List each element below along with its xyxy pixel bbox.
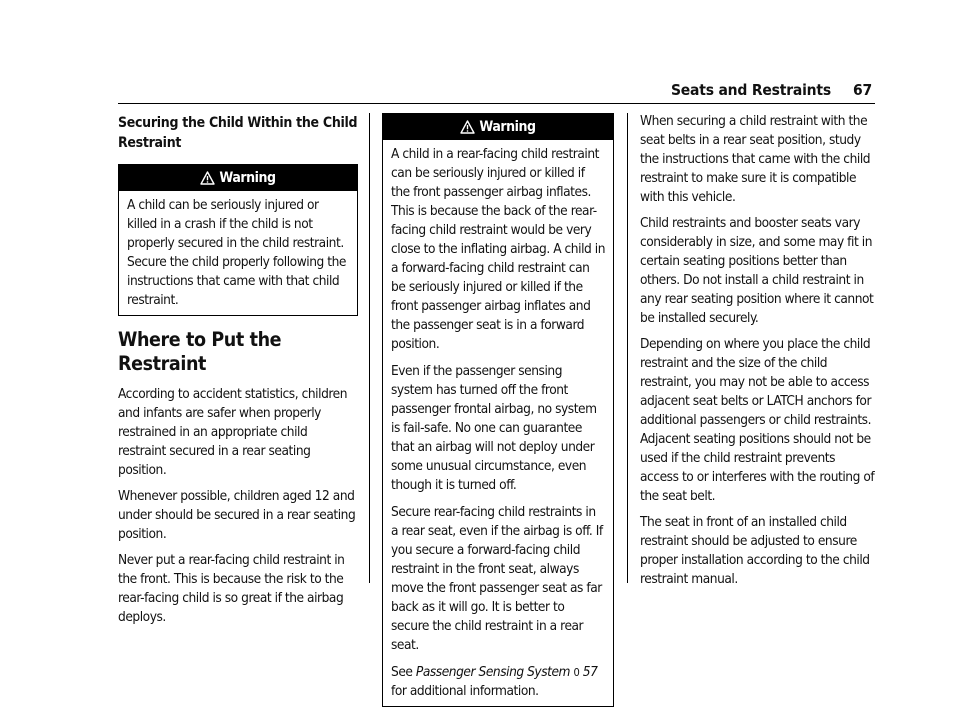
- subheading: Securing the Child Within the Child Restraint: [118, 115, 358, 151]
- paragraph: According to accident statistics, children and infants are safer when properly restrained in an appropriate child restraint secured in a rear seating position.: [118, 386, 348, 478]
- warning-body: [383, 140, 613, 706]
- column-3: [640, 112, 876, 596]
- see-prefix: See: [391, 664, 416, 680]
- see-reference: [391, 663, 605, 701]
- paragraph: The seat in front of an installed child restraint should be adjusted to ensure proper installation according to the child restraint manual.: [640, 514, 870, 587]
- passenger-sensing-system-link[interactable]: Passenger Sensing System: [415, 664, 571, 680]
- warning-header: [383, 114, 613, 140]
- warning-title: Warning: [219, 169, 276, 186]
- section-name: Seats and Restraints: [670, 81, 831, 99]
- column-divider-2: [627, 113, 628, 583]
- warning-paragraph: Even if the passenger sensing system has turned off the front passenger frontal airbag, no system is fail-safe. No one can guarantee that an airbag will not deploy under some unusual circumstance, even though it is turned off.: [391, 363, 597, 493]
- page-reference-arrow-icon: 0: [573, 666, 580, 679]
- page-header: [671, 81, 872, 99]
- warning-body: [119, 191, 357, 315]
- warning-box-2: [382, 113, 614, 707]
- warning-triangle-icon: [460, 120, 475, 134]
- page-number: 67: [852, 81, 872, 99]
- warning-paragraph: Secure rear-facing child restraints in a rear seat, even if the airbag is off. If you secure a forward-facing child restraint in the front seat, always move the front passenger seat as far back as it will go. It is better to secure the child restraint in a rear seat.: [391, 504, 603, 653]
- header-divider: [118, 103, 875, 104]
- warning-triangle-icon: [200, 171, 215, 185]
- paragraph: When securing a child restraint with the seat belts in a rear seat position, study the instructions that came with the child restraint to make sure it is compatible with this vehicle.: [640, 113, 871, 205]
- warning-paragraph: A child in a rear-facing child restraint can be seriously injured or killed if the front passenger airbag inflates. This is because the back of the rear-facing child restraint would be very close to the inflating airbag. A child in a forward-facing child restraint can be seriously injured or killed if the front passenger airbag inflates and the passenger seat is in a forward position.: [391, 146, 606, 352]
- paragraph: Whenever possible, children aged 12 and under should be secured in a rear seating position.: [118, 488, 356, 542]
- column-divider-1: [369, 113, 370, 583]
- see-suffix: for additional information.: [391, 683, 539, 699]
- warning-header: [119, 165, 357, 191]
- reference-page-number[interactable]: 57: [582, 664, 598, 680]
- section-title: Where to Put the Restraint: [118, 328, 282, 375]
- column-2: [382, 113, 614, 707]
- paragraph: Never put a rear-facing child restraint in the front. This is because the risk to the rear-facing child is so great if the airbag deploys.: [118, 552, 345, 625]
- column-1: [118, 113, 358, 634]
- warning-title: Warning: [479, 118, 536, 135]
- warning-text: A child can be seriously injured or killed in a crash if the child is not properly secured in the child restraint. Secure the child properly following the instructions that came with that child restraint.: [127, 197, 346, 308]
- paragraph: Child restraints and booster seats vary considerably in size, and some may fit in certain seating positions better than others. Do not install a child restraint in any rear seating position where it cannot be installed securely.: [640, 215, 874, 326]
- paragraph: Depending on where you place the child restraint and the size of the child restraint, you may not be able to access adjacent seat belts or LATCH anchors for additional passengers or child restraints. Adjacent seating positions should not be used if the child restraint prevents access to or interferes with the routing of the seat belt.: [640, 336, 875, 504]
- warning-box-1: [118, 164, 358, 316]
